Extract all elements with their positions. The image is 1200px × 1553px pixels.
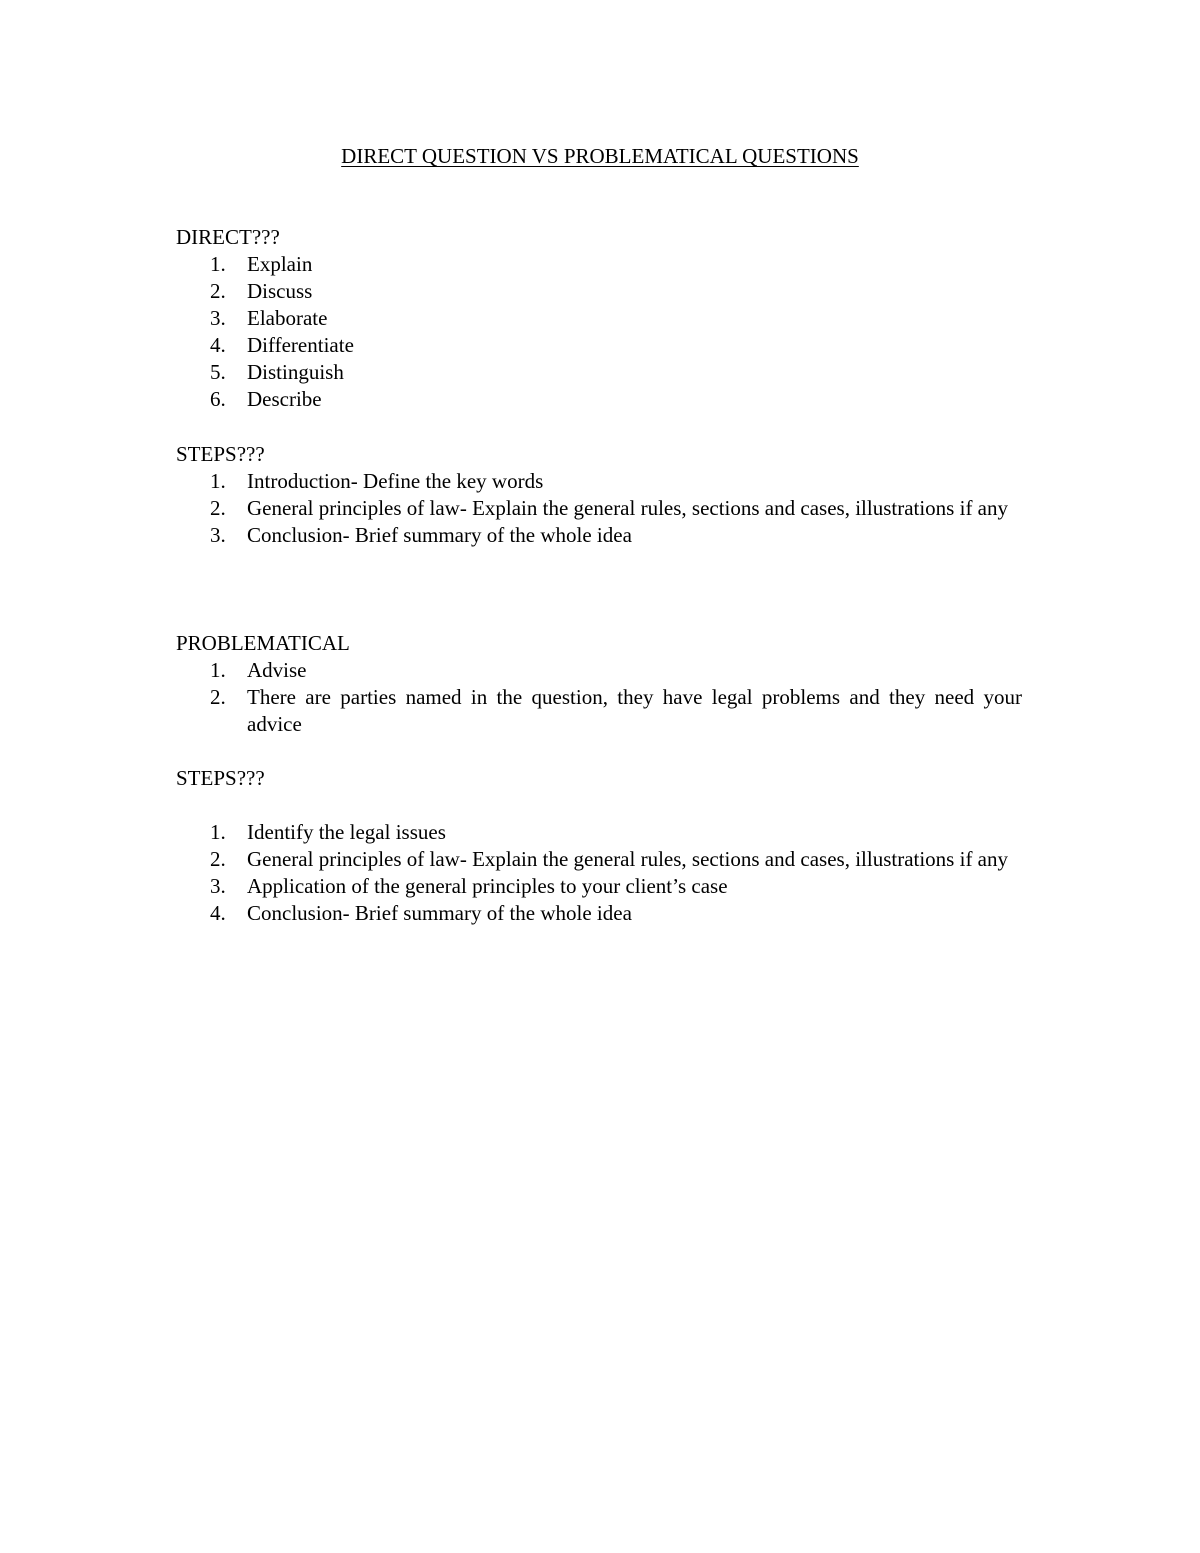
list-number: 2. xyxy=(210,279,226,303)
list-number: 1. xyxy=(210,252,226,276)
list-text: There are parties named in the question, they have legal problems and they need your advice xyxy=(247,685,1022,736)
list-number: 3. xyxy=(210,306,226,330)
list-number: 4. xyxy=(210,333,226,357)
direct-list xyxy=(176,251,1022,413)
problematical-steps-heading: STEPS??? xyxy=(176,766,265,790)
list-text: General principles of law- Explain the general rules, sections and cases, illustrations if any xyxy=(247,847,1009,871)
list-text: Identify the legal issues xyxy=(247,820,446,844)
list-item xyxy=(176,332,1022,359)
list-item xyxy=(176,819,1022,846)
list-text: Explain xyxy=(247,252,313,276)
list-number: 1. xyxy=(210,658,226,682)
list-number: 2. xyxy=(210,496,226,520)
list-number: 3. xyxy=(210,523,226,547)
list-item xyxy=(176,873,1022,900)
list-text: General principles of law- Explain the general rules, sections and cases, illustrations if any xyxy=(247,496,1009,520)
list-text: Advise xyxy=(247,658,307,682)
list-number: 2. xyxy=(210,685,226,709)
list-text: Differentiate xyxy=(247,333,354,357)
list-number: 4. xyxy=(210,901,226,925)
direct-steps-list xyxy=(176,468,1022,549)
list-item xyxy=(176,305,1022,332)
list-text: Conclusion- Brief summary of the whole idea xyxy=(247,523,632,547)
list-item xyxy=(176,278,1022,305)
list-number: 3. xyxy=(210,874,226,898)
list-text: Discuss xyxy=(247,279,313,303)
problematical-heading: PROBLEMATICAL xyxy=(176,631,350,655)
list-item xyxy=(176,251,1022,278)
list-item xyxy=(176,846,1022,873)
list-text: Introduction- Define the key words xyxy=(247,469,544,493)
list-item xyxy=(176,900,1022,927)
direct-heading: DIRECT??? xyxy=(176,225,280,249)
list-item xyxy=(176,522,1022,549)
direct-steps-heading: STEPS??? xyxy=(176,442,265,466)
list-number: 5. xyxy=(210,360,226,384)
document-title: DIRECT QUESTION VS PROBLEMATICAL QUESTIONS xyxy=(341,144,859,168)
list-number: 1. xyxy=(210,820,226,844)
problematical-steps-list xyxy=(176,819,1022,927)
list-number: 1. xyxy=(210,469,226,493)
list-text: Elaborate xyxy=(247,306,328,330)
list-item xyxy=(176,468,1022,495)
list-text: Application of the general principles to your client’s case xyxy=(247,874,728,898)
list-item xyxy=(176,684,1022,738)
list-number: 2. xyxy=(210,847,226,871)
list-item xyxy=(176,386,1022,413)
list-text: Describe xyxy=(247,387,322,411)
list-item xyxy=(176,359,1022,386)
list-item xyxy=(176,657,1022,684)
list-text: Distinguish xyxy=(247,360,344,384)
list-text: Conclusion- Brief summary of the whole idea xyxy=(247,901,632,925)
list-number: 6. xyxy=(210,387,226,411)
list-item xyxy=(176,495,1022,522)
problematical-list xyxy=(176,657,1022,738)
